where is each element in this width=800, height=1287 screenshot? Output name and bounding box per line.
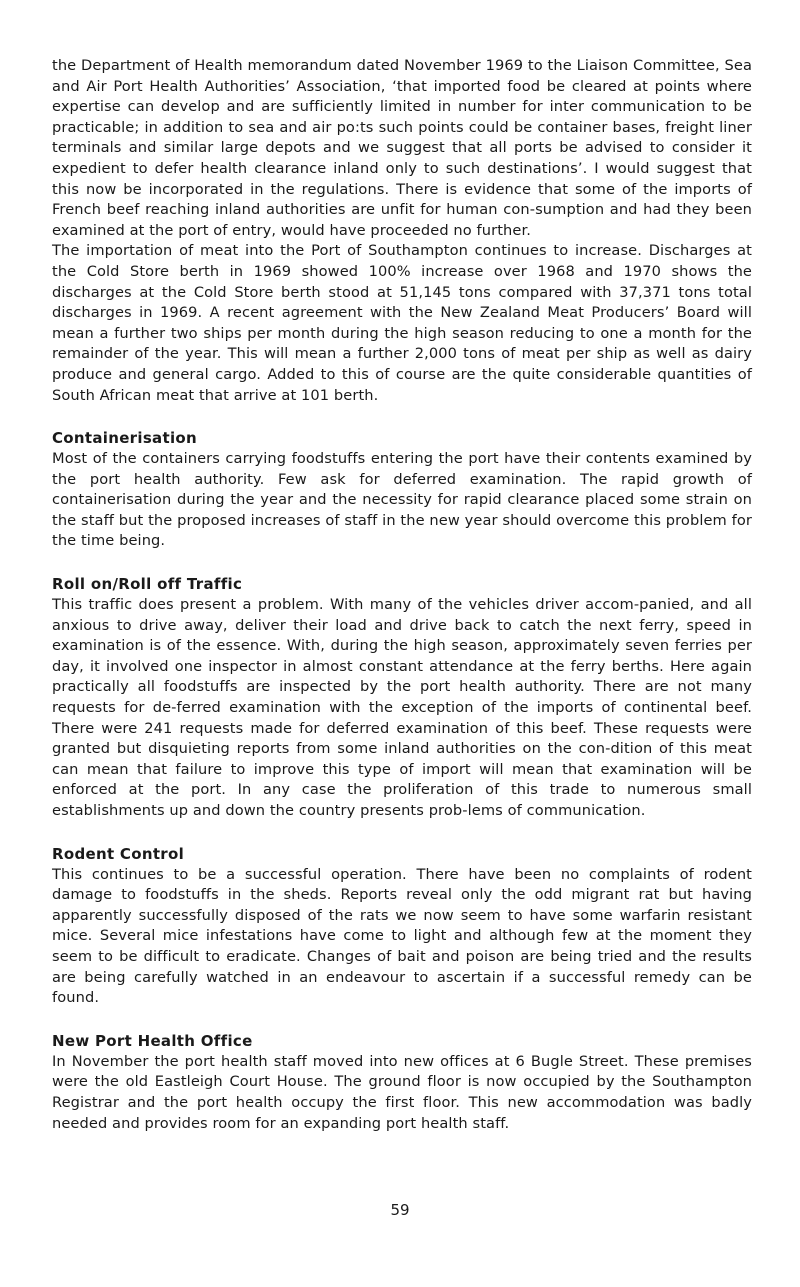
page-number: 59 [390,1201,410,1219]
containerisation-paragraph: Most of the containers carrying foodstuffs entering the port have their contents examined by the port health authority. Few ask for deferred examination. The rapid growth of containerisation during the year and the necessity for rapid clearance placed some strain on the staff but the proposed increases of staff in the new year should overcome this problem for the time being. [52,450,752,550]
heading-roll-on-roll-off: Roll on/Roll off Traffic [52,575,243,594]
rodent-control-paragraph: This continues to be a successful operation. There have been no complaints of rodent damage to foodstuffs in the sheds. Reports reveal only the odd migrant rat but having apparently successfully disposed of the rats we now seem to have some warfarin resistant mice. Several mice infestations have come to light and although few at the moment they seem to be difficult to eradicate. Changes of bait and poison are being tried and the results are being carefully watched in an endeavour to ascertain if a successful remedy can be found. [52,865,752,1007]
new-port-health-office-paragraph: In November the port health staff moved into new offices at 6 Bugle Street. These premises were the old Eastleigh Court House. The ground floor is now occupied by the Southampton Registrar and the port health occupy the first floor. This new accommodation was badly needed and provides room for an expanding port health staff. [52,1052,752,1132]
heading-rodent-control: Rodent Control [52,844,185,863]
heading-new-port-health-office: New Port Health Office [52,1031,253,1050]
heading-containerisation: Containerisation [52,429,197,448]
intro-paragraph-2: The importation of meat into the Port of Southampton continues to increase. Discharges at the Cold Store berth in 1969 showed 100% increase over 1968 and 1970 shows the discharges at the Cold Store berth stood at 51,145 tons compared with 37,371 tons total discharges in 1969. A recent agreement with the New Zealand Meat Producers’ Board will mean a further two ships per month during the high season reducing to one a month for the remainder of the year. This will mean a further 2,000 tons of meat per ship as well as dairy produce and general cargo. Added to this of course are the quite considerable quantities of South African meat that arrive at 101 berth. [52,242,752,404]
intro-paragraph-1: the Department of Health memorandum dated November 1969 to the Liaison Committee, Sea and Air Port Health Authorities’ Association, ‘that imported food be cleared at points where expertise can develop and are sufficiently limited in number for inter communication to be practicable; in addition to sea and air po:ts such points could be container bases, freight liner terminals and similar large depots and we suggest that all ports be advised to consider it expedient to defer health clearance inland only to such destinations’. I would suggest that this now be incorporated in the regulations. There is evidence that some of the imports of French beef reaching inland authorities are unfit for human con-sumption and had they been examined at the port of entry, would have proceeded no further. [52,57,752,239]
document-page [52,56,752,1134]
roll-on-roll-off-paragraph: This traffic does present a problem. With many of the vehicles driver accom-panied, and all anxious to drive away, deliver their load and drive back to catch the next ferry, speed in examination is of the essence. With, during the high season, approximately seven ferries per day, it involved one inspector in almost constant attendance at the ferry berths. Here again practically all foodstuffs are inspected by the port health authority. There are not many requests for de-ferred examination with the exception of the imports of continental beef. There were 241 requests made for deferred examination of this beef. These requests were granted but disquieting reports from some inland authorities on the con-dition of this meat can mean that failure to improve this type of import will mean that examination will be enforced at the port. In any case the proliferation of this trade to numerous small establishments up and down the country presents prob-lems of communication. [52,596,752,819]
